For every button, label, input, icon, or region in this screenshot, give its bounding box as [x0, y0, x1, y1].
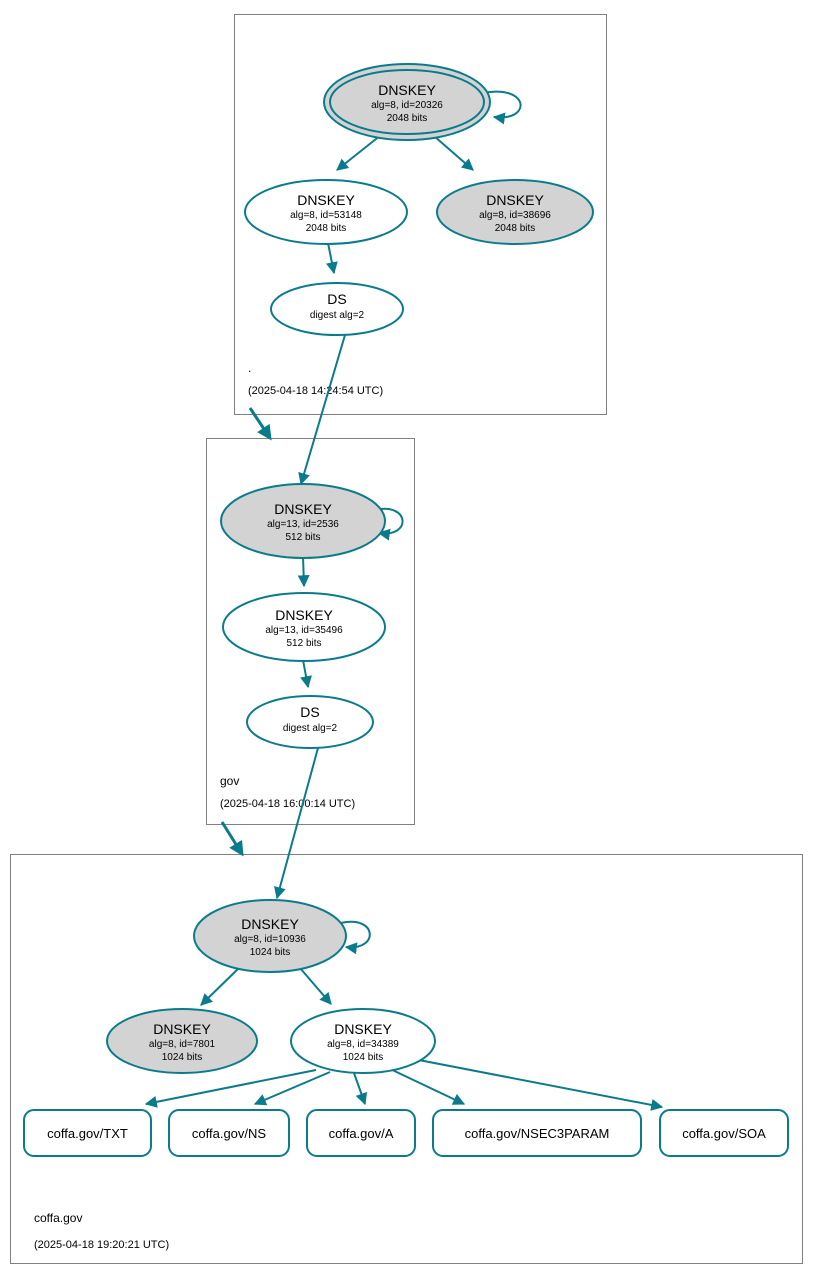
edge-coffa-zsk-to-ns [255, 1072, 330, 1104]
rrset-ns[interactable] [169, 1110, 289, 1156]
edge-coffa-zsk-to-a [354, 1073, 365, 1104]
node-coffa-ksk[interactable] [194, 900, 346, 972]
node-root-zsk-bits: 2048 bits [305, 223, 347, 234]
node-coffa-ksk-alg: alg=8, id=10936 [234, 934, 306, 945]
node-coffa-zsk-title: DNSKEY [334, 1021, 392, 1037]
node-gov-ksk-alg: alg=13, id=2536 [267, 519, 339, 530]
node-coffa-key2-alg: alg=8, id=7801 [148, 1039, 216, 1050]
rrset-txt-label: coffa.gov/TXT [47, 1126, 128, 1141]
node-coffa-zsk[interactable] [291, 1009, 435, 1073]
node-coffa-zsk-alg: alg=8, id=34389 [327, 1039, 399, 1050]
zone-timestamp-coffa: (2025-04-18 19:20:21 UTC) [34, 1239, 170, 1251]
rrset-a-label: coffa.gov/A [328, 1126, 394, 1141]
node-gov-zsk-title: DNSKEY [275, 607, 333, 623]
node-coffa-zsk-bits: 1024 bits [342, 1052, 384, 1063]
node-gov-ds[interactable] [247, 696, 373, 748]
edge-gov-zone-to-coffa-zone [222, 822, 242, 854]
edge-root-ksk-to-zsk [337, 135, 381, 170]
node-root-ds-digest: digest alg=2 [309, 310, 365, 321]
node-gov-ksk-title: DNSKEY [274, 501, 332, 517]
node-gov-ds-digest: digest alg=2 [282, 723, 338, 734]
rrset-soa-label: coffa.gov/SOA [682, 1126, 766, 1141]
node-root-ds-title: DS [327, 291, 347, 307]
node-coffa-key2[interactable] [107, 1009, 257, 1073]
node-root-ksk-bits: 2048 bits [386, 113, 428, 124]
node-root-key3-title: DNSKEY [486, 192, 544, 208]
node-root-ds[interactable] [271, 283, 403, 335]
edge-coffa-zsk-to-nsec3param [386, 1067, 464, 1104]
edge-root-zsk-to-ds [328, 243, 334, 273]
node-coffa-ksk-bits: 1024 bits [249, 947, 291, 958]
node-root-zsk-alg: alg=8, id=53148 [290, 210, 362, 221]
edge-coffa-zsk-to-txt [146, 1070, 316, 1104]
edge-gov-ds-to-coffa-ksk [277, 748, 318, 898]
zone-label-root: . [248, 361, 252, 375]
edge-coffa-zsk-to-soa [398, 1056, 662, 1107]
rrset-txt[interactable] [24, 1110, 151, 1156]
node-gov-ds-title: DS [300, 704, 320, 720]
node-root-zsk-title: DNSKEY [297, 192, 355, 208]
node-gov-zsk-alg: alg=13, id=35496 [265, 625, 343, 636]
zone-label-coffa: coffa.gov [34, 1211, 83, 1225]
edge-root-ksk-to-key3 [434, 136, 473, 170]
rrset-a[interactable] [307, 1110, 415, 1156]
rrset-nsec3param[interactable] [433, 1110, 641, 1156]
edge-gov-zsk-to-ds [303, 660, 308, 687]
rrset-nsec3param-label: coffa.gov/NSEC3PARAM [464, 1126, 610, 1141]
node-root-key3-alg: alg=8, id=38696 [479, 210, 551, 221]
zone-label-gov: gov [220, 774, 240, 788]
edge-root-ds-to-gov-ksk [301, 335, 345, 484]
node-gov-ksk-bits: 512 bits [285, 532, 321, 543]
edge-root-zone-to-gov-zone [250, 408, 270, 438]
node-root-zsk[interactable] [245, 180, 407, 244]
node-coffa-ksk-title: DNSKEY [241, 916, 299, 932]
node-coffa-key2-title: DNSKEY [153, 1021, 211, 1037]
edge-coffa-ksk-to-key2 [201, 967, 240, 1005]
node-root-ksk-alg: alg=8, id=20326 [371, 100, 443, 111]
rrset-ns-label: coffa.gov/NS [191, 1126, 267, 1141]
zone-timestamp-root: (2025-04-18 14:24:54 UTC) [248, 385, 384, 397]
node-root-key3[interactable] [437, 180, 593, 244]
node-gov-ksk[interactable] [221, 484, 385, 558]
node-gov-zsk[interactable] [223, 593, 385, 661]
edge-coffa-ksk-to-zsk [300, 968, 331, 1004]
node-root-ksk-title: DNSKEY [378, 82, 436, 98]
zone-timestamp-gov: (2025-04-18 16:00:14 UTC) [220, 798, 356, 810]
edge-gov-ksk-to-zsk [303, 556, 304, 586]
node-root-key3-bits: 2048 bits [494, 223, 536, 234]
rrset-soa[interactable] [660, 1110, 788, 1156]
node-root-ksk[interactable] [324, 64, 490, 140]
node-coffa-key2-bits: 1024 bits [161, 1052, 203, 1063]
node-gov-zsk-bits: 512 bits [286, 638, 322, 649]
